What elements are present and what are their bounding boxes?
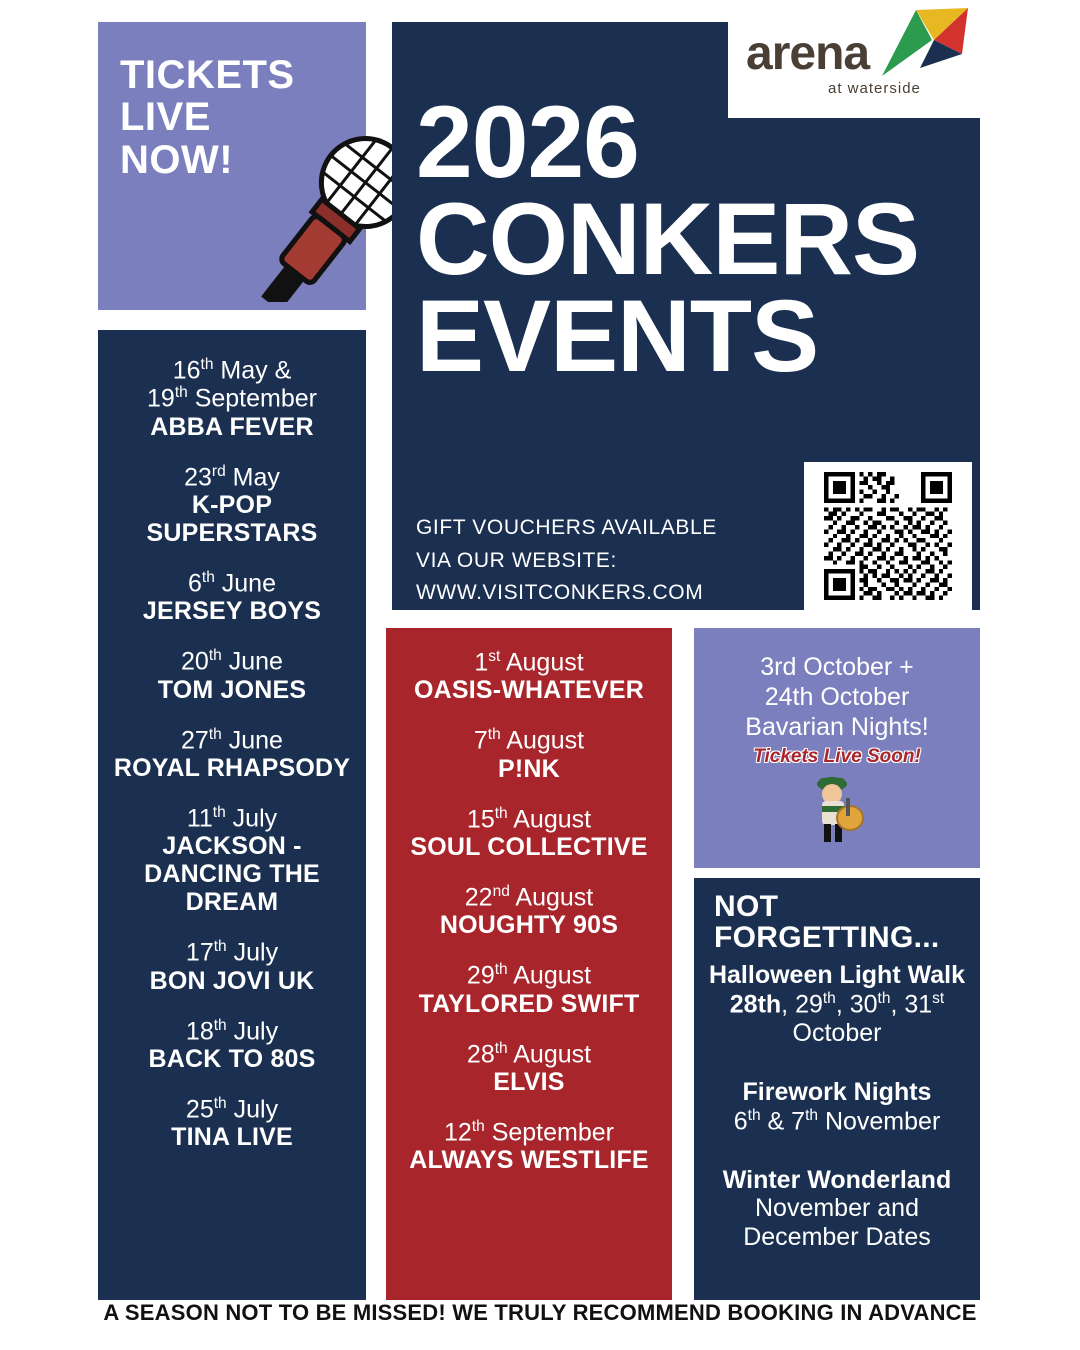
logo-wordmark: arena <box>746 27 870 80</box>
nf-title-line-2: FORGETTING... <box>714 920 940 954</box>
not-forgetting-item <box>704 1078 970 1136</box>
bavarian-title: Bavarian Nights! <box>745 713 929 741</box>
event-date: 20th June <box>181 647 283 676</box>
event-name: TOM JONES <box>157 675 307 704</box>
nf-item-month: October <box>792 1019 882 1048</box>
event-item <box>98 356 366 441</box>
event-date: 29th August <box>466 961 592 990</box>
event-date: 7th August <box>473 726 585 755</box>
bavarian-man-icon <box>802 770 872 848</box>
not-forgetting-item <box>704 961 970 1048</box>
event-name: BACK TO 80S <box>148 1044 316 1073</box>
event-name: ELVIS <box>493 1067 565 1096</box>
title-year: 2026 <box>416 85 639 199</box>
event-item <box>98 463 366 547</box>
tickets-live-now-badge <box>98 22 366 310</box>
event-item <box>98 938 366 994</box>
event-date: 23rd May <box>184 462 280 491</box>
nf-item-head: Firework Nights <box>742 1077 932 1106</box>
arena-logo <box>728 0 980 118</box>
spacer <box>704 1048 970 1070</box>
footer-text: A SEASON NOT TO BE MISSED! WE TRULY RECOMMEND BOOKING IN ADVANCE <box>103 1300 977 1325</box>
event-name: BON JOVI UK <box>149 966 315 995</box>
nf-title-line-1: NOT <box>714 890 779 923</box>
qr-code-icon[interactable] <box>824 472 952 600</box>
event-name: ALWAYS WESTLIFE <box>409 1146 649 1175</box>
event-name: JERSEY BOYS <box>142 597 322 626</box>
tickets-line-3: NOW! <box>120 137 234 182</box>
event-date: 18th July <box>185 1016 279 1045</box>
bavarian-nights-panel <box>694 628 980 868</box>
event-name: TAYLORED SWIFT <box>418 989 640 1018</box>
event-item <box>386 961 672 1017</box>
not-forgetting-item <box>704 1166 970 1252</box>
event-item <box>386 805 672 861</box>
qr-code-container[interactable] <box>804 462 972 610</box>
tickets-line-1: TICKETS <box>120 53 295 97</box>
event-date: 27th June <box>181 725 283 754</box>
arrow-swoosh-icon <box>876 6 972 82</box>
event-item <box>386 726 672 782</box>
website-url: WWW.VISITCONKERS.COM <box>416 581 704 605</box>
nf-item-dates: November and December Dates <box>743 1194 931 1252</box>
event-item <box>386 648 672 704</box>
nf-item-head: Halloween Light Walk <box>708 961 966 990</box>
event-item <box>386 883 672 939</box>
event-item <box>98 647 366 703</box>
title-events: EVENTS <box>416 278 819 393</box>
event-date-2: 19th September <box>147 384 317 413</box>
voucher-line-2: VIA OUR WEBSITE: <box>416 548 617 572</box>
nf-item-dates: 6th & 7th November <box>733 1106 941 1135</box>
tickets-line-2: LIVE <box>120 95 211 140</box>
event-name: OASIS-WHATEVER <box>413 676 645 705</box>
nf-item-dates: 28th, 29th, 30th, 31st <box>729 989 945 1019</box>
event-name: NOUGHTY 90S <box>439 911 619 940</box>
event-date: 11th July <box>186 803 278 833</box>
event-date: 12th September <box>444 1117 614 1147</box>
event-date: 6th June <box>187 568 276 598</box>
event-name: TINA LIVE <box>171 1123 293 1152</box>
event-item <box>98 804 366 916</box>
event-name: K-POP SUPERSTARS <box>146 490 318 547</box>
event-item <box>386 1118 672 1174</box>
nf-item-head: Winter Wonderland <box>722 1165 952 1194</box>
event-item <box>98 1017 366 1073</box>
voucher-line-1: GIFT VOUCHERS AVAILABLE <box>416 516 717 539</box>
spacer <box>704 1136 970 1158</box>
bavarian-date-2: 24th October <box>764 683 910 711</box>
event-item <box>98 1095 366 1151</box>
event-date: 22nd August <box>464 882 594 912</box>
title-conkers: CONKERS <box>416 181 920 296</box>
bavarian-date-1: 3rd October + <box>760 653 914 681</box>
logo-tagline: at waterside <box>828 80 921 97</box>
event-name: JACKSON - DANCING THE DREAM <box>144 832 320 917</box>
event-name: ABBA FEVER <box>150 412 314 441</box>
not-forgetting-panel <box>694 878 980 1300</box>
gift-voucher-info <box>416 512 717 610</box>
event-date: 15th August <box>466 804 592 833</box>
event-item <box>98 726 366 782</box>
events-column-middle <box>386 628 672 1300</box>
event-date: 17th July <box>185 938 279 967</box>
event-date: 28th August <box>466 1039 592 1068</box>
event-item <box>98 569 366 625</box>
events-column-left <box>98 330 366 1300</box>
event-item <box>386 1040 672 1096</box>
event-name: ROYAL RHAPSODY <box>113 753 351 782</box>
event-date: 1st August <box>474 648 584 677</box>
event-date: 25th July <box>185 1094 279 1124</box>
event-name: SOUL COLLECTIVE <box>410 832 648 861</box>
bavarian-tickets-soon: Tickets Live Soon! <box>753 746 921 767</box>
not-forgetting-title <box>704 892 970 953</box>
event-date: 16th May & <box>172 356 292 385</box>
event-name: P!NK <box>498 754 560 783</box>
